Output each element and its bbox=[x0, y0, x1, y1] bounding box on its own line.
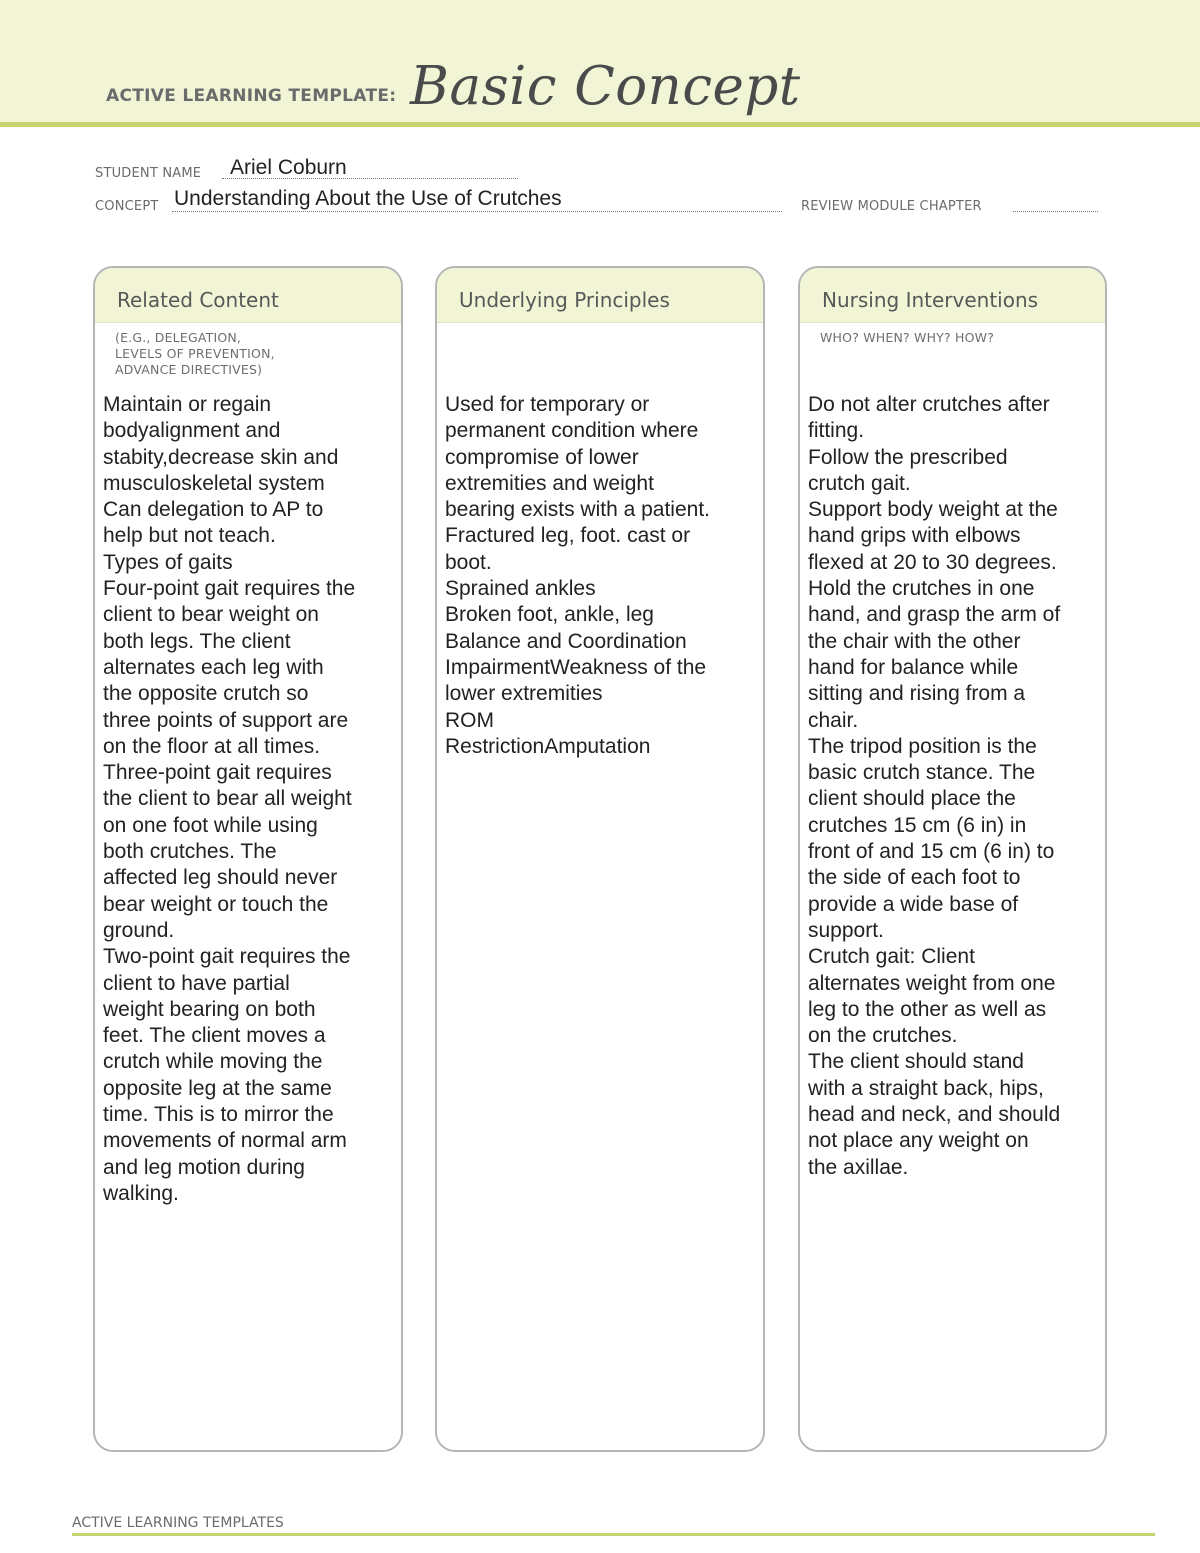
subtitle-line: WHO? WHEN? WHY? HOW? bbox=[820, 330, 995, 345]
subtitle-line: ADVANCE DIRECTIVES) bbox=[115, 362, 263, 377]
text-line: walking. bbox=[103, 1181, 179, 1205]
text-line: permanent condition where bbox=[445, 419, 699, 443]
text-line: alternates each leg with bbox=[103, 655, 324, 679]
text-line: Balance and Coordination bbox=[445, 629, 687, 653]
text-line: leg to the other as well as bbox=[808, 997, 1047, 1021]
text-line: bearing exists with a patient. bbox=[445, 498, 710, 522]
footer-rule bbox=[72, 1533, 1155, 1536]
text-line: The tripod position is the bbox=[808, 734, 1037, 758]
text-line: on one foot while using bbox=[103, 813, 318, 837]
related-content-body[interactable] bbox=[103, 392, 393, 1207]
text-line: the client to bear all weight bbox=[103, 787, 352, 811]
text-line: client should place the bbox=[808, 787, 1016, 811]
text-line: time. This is to mirror the bbox=[103, 1103, 334, 1127]
text-line: three points of support are bbox=[103, 708, 349, 732]
related-content-panel bbox=[93, 266, 403, 1452]
text-line: the opposite crutch so bbox=[103, 682, 309, 706]
review-module-label: REVIEW MODULE CHAPTER bbox=[801, 199, 982, 214]
text-line: compromise of lower bbox=[445, 445, 639, 469]
text-line: fitting. bbox=[808, 419, 865, 443]
text-line: Four-point gait requires the bbox=[103, 577, 356, 601]
related-content-subtitle bbox=[115, 330, 275, 378]
text-line: Maintain or regain bbox=[103, 393, 272, 416]
text-line: lower extremities bbox=[445, 682, 603, 706]
text-line: alternates weight from one bbox=[808, 971, 1056, 995]
text-line: The client should stand bbox=[808, 1050, 1024, 1074]
nursing-interventions-panel bbox=[798, 266, 1107, 1452]
related-content-title: Related Content bbox=[117, 288, 279, 312]
text-line: client to bear weight on bbox=[103, 603, 319, 627]
text-line: Fractured leg, foot. cast or bbox=[445, 524, 691, 548]
text-line: Types of gaits bbox=[103, 550, 233, 574]
text-line: crutch gait. bbox=[808, 471, 911, 495]
text-line: Do not alter crutches after bbox=[808, 393, 1050, 416]
template-title: Basic Concept bbox=[410, 56, 801, 117]
subtitle-line: (E.G., DELEGATION, bbox=[115, 330, 242, 345]
text-line: ground. bbox=[103, 918, 175, 942]
text-line: on the crutches. bbox=[808, 1024, 958, 1048]
student-name-field[interactable]: Ariel Coburn bbox=[230, 156, 347, 179]
text-line: Can delegation to AP to bbox=[103, 498, 324, 522]
text-line: extremities and weight bbox=[445, 471, 654, 495]
text-line: bear weight or touch the bbox=[103, 892, 329, 916]
text-line: on the floor at all times. bbox=[103, 734, 321, 758]
text-line: support. bbox=[808, 918, 884, 942]
text-line: help but not teach. bbox=[103, 524, 276, 548]
text-line: opposite leg at the same bbox=[103, 1076, 332, 1100]
text-line: Broken foot, ankle, leg bbox=[445, 603, 654, 627]
text-line: the side of each foot to bbox=[808, 866, 1021, 890]
concept-label: CONCEPT bbox=[95, 199, 159, 214]
text-line: affected leg should never bbox=[103, 866, 338, 890]
text-line: with a straight back, hips, bbox=[808, 1076, 1044, 1100]
template-label: ACTIVE LEARNING TEMPLATE: bbox=[106, 86, 397, 106]
text-line: boot. bbox=[445, 550, 492, 574]
underlying-principles-body[interactable] bbox=[445, 392, 755, 760]
text-line: bodyalignment and bbox=[103, 419, 281, 443]
text-line: provide a wide base of bbox=[808, 892, 1019, 916]
text-line: crutches 15 cm (6 in) in bbox=[808, 813, 1027, 837]
header-rule bbox=[0, 122, 1200, 127]
text-line: and leg motion during bbox=[103, 1155, 305, 1179]
nursing-interventions-subtitle bbox=[820, 330, 994, 346]
text-line: movements of normal arm bbox=[103, 1129, 347, 1153]
text-line: chair. bbox=[808, 708, 859, 732]
text-line: hand, and grasp the arm of bbox=[808, 603, 1061, 627]
text-line: hand for balance while bbox=[808, 655, 1019, 679]
text-line: client to have partial bbox=[103, 971, 290, 995]
underlying-principles-title: Underlying Principles bbox=[459, 288, 670, 312]
text-line: ImpairmentWeakness of the bbox=[445, 655, 707, 679]
text-line: weight bearing on both bbox=[103, 997, 316, 1021]
text-line: head and neck, and should bbox=[808, 1103, 1061, 1127]
nursing-interventions-body[interactable] bbox=[808, 392, 1097, 1181]
concept-field[interactable]: Understanding About the Use of Crutches bbox=[174, 187, 562, 210]
text-line: RestrictionAmputation bbox=[445, 734, 651, 758]
text-line: flexed at 20 to 30 degrees. bbox=[808, 550, 1057, 574]
text-line: Support body weight at the bbox=[808, 498, 1058, 522]
review-module-underline bbox=[1013, 211, 1098, 212]
text-line: Used for temporary or bbox=[445, 393, 650, 416]
text-line: stabity,decrease skin and bbox=[103, 445, 339, 469]
text-line: both crutches. The bbox=[103, 840, 277, 864]
text-line: both legs. The client bbox=[103, 629, 291, 653]
text-line: Crutch gait: Client bbox=[808, 945, 975, 969]
text-line: front of and 15 cm (6 in) to bbox=[808, 840, 1055, 864]
text-line: sitting and rising from a bbox=[808, 682, 1026, 706]
footer-text: ACTIVE LEARNING TEMPLATES bbox=[72, 1515, 284, 1531]
text-line: Hold the crutches in one bbox=[808, 577, 1035, 601]
text-line: Follow the prescribed bbox=[808, 445, 1008, 469]
text-line: the axillae. bbox=[808, 1155, 909, 1179]
concept-underline bbox=[172, 211, 782, 212]
text-line: Two-point gait requires the bbox=[103, 945, 351, 969]
text-line: not place any weight on bbox=[808, 1129, 1029, 1153]
student-name-label: STUDENT NAME bbox=[95, 166, 202, 181]
text-line: the chair with the other bbox=[808, 629, 1021, 653]
text-line: crutch while moving the bbox=[103, 1050, 323, 1074]
text-line: ROM bbox=[445, 708, 494, 732]
underlying-principles-panel bbox=[435, 266, 765, 1452]
text-line: Sprained ankles bbox=[445, 577, 596, 601]
nursing-interventions-title: Nursing Interventions bbox=[822, 288, 1039, 312]
text-line: Three-point gait requires bbox=[103, 761, 332, 785]
text-line: feet. The client moves a bbox=[103, 1024, 326, 1048]
text-line: hand grips with elbows bbox=[808, 524, 1021, 548]
text-line: basic crutch stance. The bbox=[808, 761, 1036, 785]
text-line: musculoskeletal system bbox=[103, 471, 325, 495]
subtitle-line: LEVELS OF PREVENTION, bbox=[115, 346, 275, 361]
